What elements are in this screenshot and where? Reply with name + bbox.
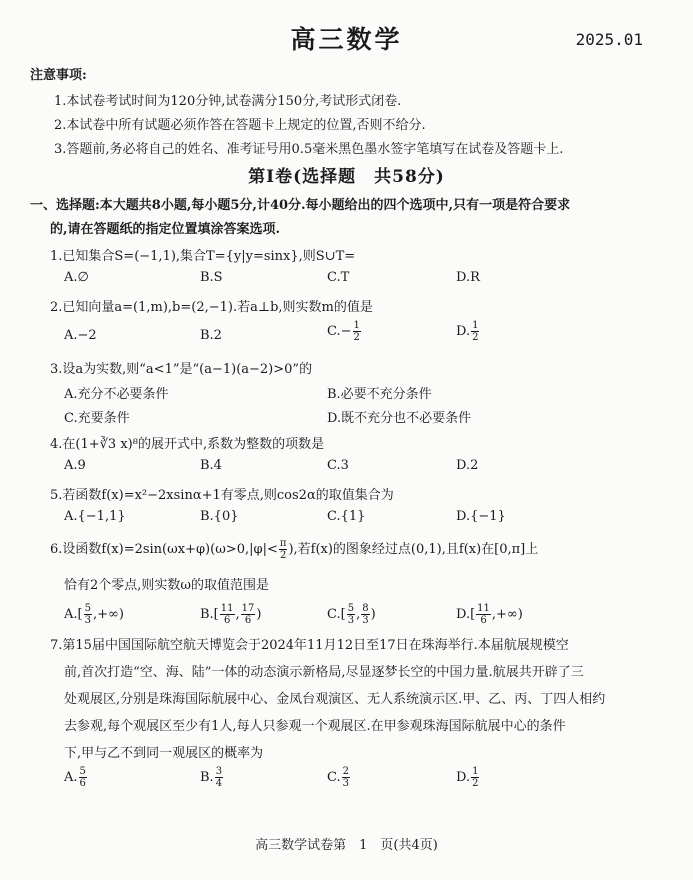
notice-item: 3.答题前,务必将自己的姓名、准考证号用0.5毫米黑色墨水签字笔填写在试卷及答题卡上. xyxy=(54,142,564,157)
option-b xyxy=(200,603,261,626)
question-stem: 2.已知向量a=(1,m),b=(2,−1).若a⊥b,则实数m的值是 xyxy=(50,300,373,315)
fraction xyxy=(476,603,491,626)
option-b xyxy=(200,766,224,789)
option-prefix: D. xyxy=(456,770,471,785)
option-prefix: A.[ xyxy=(64,607,83,622)
exam-date: 2025.01 xyxy=(575,30,643,49)
option-c xyxy=(327,603,376,626)
question-stem: 4.在(1+∛3 x)⁸的展开式中,系数为整数的项数是 xyxy=(50,437,325,452)
fraction xyxy=(215,766,223,789)
numerator: π xyxy=(279,538,287,549)
option-b: B.必要不充分条件 xyxy=(327,387,432,402)
numerator: 8 xyxy=(362,603,369,614)
option-d: D.既不充分也不必要条件 xyxy=(327,411,472,426)
option-prefix: B. xyxy=(200,770,214,785)
option-text: ,+∞) xyxy=(491,607,523,622)
option-d: D.2 xyxy=(456,458,479,473)
denominator: 2 xyxy=(472,778,479,789)
option-text: ,+∞) xyxy=(92,607,124,622)
option-d xyxy=(456,603,523,626)
option-prefix: A. xyxy=(64,770,78,785)
option-d xyxy=(456,320,480,343)
question-stem-continued: 下,甲与乙不到同一观展区的概率为 xyxy=(64,746,264,761)
option-text: , xyxy=(356,607,361,622)
option-b: B.S xyxy=(200,270,223,285)
denominator: 2 xyxy=(472,332,479,343)
option-prefix: C. xyxy=(327,770,341,785)
denominator: 6 xyxy=(79,778,86,789)
numerator: 1 xyxy=(472,766,479,777)
question-stem-continued: 去参观,每个观展区至少有1人,每人只参观一个观展区.在甲参观珠海国际航展中心的条件 xyxy=(64,719,566,734)
volume-title: 第Ⅰ卷(选择题 共58分) xyxy=(248,167,445,187)
question-stem-continued: 恰有2个零点,则实数ω的取值范围是 xyxy=(64,578,270,593)
option-d xyxy=(456,766,480,789)
numerator: 5 xyxy=(79,766,86,777)
stem-text: ),若f(x)的图象经过点(0,1),且f(x)在[0,π]上 xyxy=(288,542,539,557)
notice-heading: 注意事项: xyxy=(30,68,87,83)
question-stem-continued: 处观展区,分别是珠海国际航展中心、金凤台观演区、无人系统演示区.甲、乙、丙、丁四人相约 xyxy=(64,692,606,707)
question-stem: 3.设a为实数,则“a<1”是“(a−1)(a−2)>0”的 xyxy=(50,362,313,377)
numerator: 11 xyxy=(220,603,234,614)
option-c: C.充要条件 xyxy=(64,411,130,426)
fraction xyxy=(471,766,479,789)
fraction xyxy=(79,766,87,789)
numerator: 11 xyxy=(477,603,490,614)
fraction xyxy=(471,320,479,343)
question-stem: 1.已知集合S=(−1,1),集合T={y|y=sinx},则S∪T= xyxy=(50,249,356,264)
option-a: A.9 xyxy=(64,458,86,473)
notice-item: 1.本试卷考试时间为120分钟,试卷满分150分,考试形式闭卷. xyxy=(54,94,402,109)
option-a: A.充分不必要条件 xyxy=(64,387,169,402)
denominator: 3 xyxy=(347,615,355,626)
page-footer: 高三数学试卷第 1 页(共4页) xyxy=(255,838,438,853)
option-b: B.2 xyxy=(200,328,222,343)
denominator: 3 xyxy=(342,778,349,789)
denominator: 6 xyxy=(244,615,252,626)
question-stem xyxy=(50,538,538,561)
question-stem: 5.若函数f(x)=x²−2xsinα+1有零点,则cos2α的取值集合为 xyxy=(50,488,394,503)
numerator: 1 xyxy=(472,320,479,331)
option-d: D.R xyxy=(456,270,480,285)
denominator: 3 xyxy=(84,615,91,626)
option-text: ) xyxy=(370,607,376,622)
numerator: 2 xyxy=(342,766,349,777)
option-c xyxy=(327,766,351,789)
option-c xyxy=(327,320,362,343)
option-c: C.T xyxy=(327,270,350,285)
option-a: A.{−1,1} xyxy=(64,509,126,524)
numerator: 1 xyxy=(353,320,360,331)
section-instruction: 一、选择题:本大题共8小题,每小题5分,计40分.每小题给出的四个选项中,只有一项是符合要求 xyxy=(30,198,571,213)
option-b: B.{0} xyxy=(200,509,239,524)
option-a xyxy=(64,766,88,789)
option-c: C.3 xyxy=(327,458,349,473)
option-b: B.4 xyxy=(200,458,222,473)
option-a: A.−2 xyxy=(64,328,97,343)
option-prefix: C.− xyxy=(327,324,352,339)
option-prefix: C.[ xyxy=(327,607,346,622)
option-prefix: D. xyxy=(456,324,471,339)
denominator: 2 xyxy=(279,550,287,561)
denominator: 6 xyxy=(480,615,487,626)
page-title: 高三数学 xyxy=(290,25,403,54)
option-d: D.{−1} xyxy=(456,509,506,524)
option-text: , xyxy=(235,607,240,622)
option-prefix: B.[ xyxy=(200,607,219,622)
fraction xyxy=(84,603,92,626)
denominator: 6 xyxy=(223,615,231,626)
question-stem-continued: 前,首次打造“空、海、陆”一体的动态演示新格局,尽显逐梦长空的中国力量.航展共开辟了三 xyxy=(64,665,584,680)
fraction xyxy=(347,603,355,626)
fraction xyxy=(342,766,350,789)
option-a xyxy=(64,603,124,626)
fraction xyxy=(220,603,235,626)
option-prefix: D.[ xyxy=(456,607,476,622)
numerator: 5 xyxy=(84,603,91,614)
denominator: 4 xyxy=(215,778,223,789)
option-a: A.∅ xyxy=(64,270,89,285)
numerator: 3 xyxy=(215,766,223,777)
option-c: C.{1} xyxy=(327,509,366,524)
fraction xyxy=(361,603,369,626)
fraction xyxy=(241,603,256,626)
denominator: 2 xyxy=(353,332,360,343)
numerator: 17 xyxy=(241,603,255,614)
fraction xyxy=(279,538,288,561)
notice-item: 2.本试卷中所有试题必须作答在答题卡上规定的位置,否则不给分. xyxy=(54,118,426,133)
denominator: 3 xyxy=(362,615,369,626)
numerator: 5 xyxy=(347,603,355,614)
option-text: ) xyxy=(256,607,262,622)
question-stem: 7.第15届中国国际航空航天博览会于2024年11月12日至17日在珠海举行.本届航展规模空 xyxy=(50,638,569,653)
section-instruction: 的,请在答题纸的指定位置填涂答案选项. xyxy=(50,222,281,237)
stem-text: 6.设函数f(x)=2sin(ωx+φ)(ω>0,|φ|< xyxy=(50,542,278,557)
fraction xyxy=(353,320,361,343)
